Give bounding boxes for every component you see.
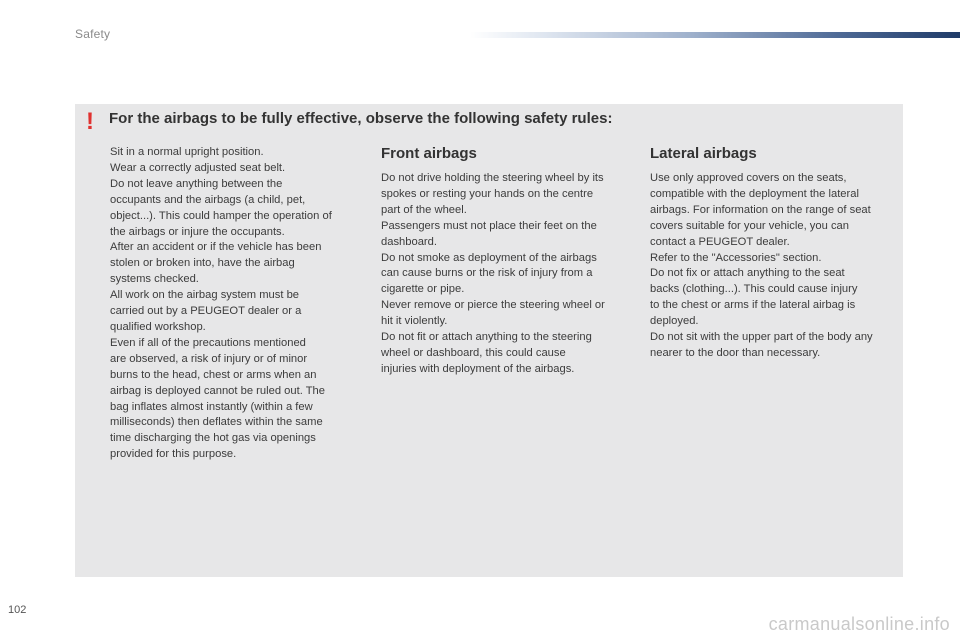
text-line: object...). This could hamper the operation of [110,209,332,222]
front-airbags-column [381,145,631,378]
text-line: time discharging the hot gas via openings [110,432,316,445]
text-line: part of the wheel. [381,203,467,216]
text-line: All work on the airbag system must be [110,289,300,302]
text-line: spokes or resting your hands on the centre [381,187,594,200]
text-line: Do not drive holding the steering wheel by its [381,172,604,184]
text-line: stolen or broken into, have the airbag [110,257,295,270]
text-line: dashboard. [381,235,437,248]
text-line: burns to the head, chest or arms when an [110,368,317,381]
text-line: Do not smoke as deployment of the airbags [381,251,597,264]
text-line: Do not fix or attach anything to the seat [650,267,845,280]
text-line: injuries with deployment of the airbags. [381,362,575,375]
text-line: systems checked. [110,273,199,286]
text-line: bag inflates almost instantly (within a few [110,400,313,413]
text-line: Passengers must not place their feet on the [381,219,597,232]
text-line: After an accident or if the vehicle has been [110,241,322,254]
text-line: hit it violently. [381,315,448,328]
text-line: qualified workshop. [110,320,206,333]
column-text [650,171,900,362]
warning-exclamation-icon: ! [86,108,94,135]
general-rules-column [110,145,360,463]
panel-heading: For the airbags to be fully effective, observe the following safety rules: [109,110,613,127]
text-line: compatible with the deployment the lateral [650,187,859,200]
text-line: Do not fit or attach anything to the steering [381,331,592,344]
page-number: 102 [8,604,27,616]
text-line: carried out by a PEUGEOT dealer or a [110,305,302,318]
text-line: nearer to the door than necessary. [650,346,821,359]
text-line: provided for this purpose. [110,448,237,461]
lateral-airbags-column [650,145,900,362]
text-line: airbag is deployed cannot be ruled out. The [110,384,325,397]
text-line: Use only approved covers on the seats, [650,172,847,184]
text-line: to the chest or arms if the lateral airbag is [650,299,856,312]
text-line: Even if all of the precautions mentioned [110,336,306,349]
text-line: can cause burns or the risk of injury from a [381,267,593,280]
text-line: Never remove or pierce the steering wheel or [381,299,605,312]
front-airbags-heading: Front airbags [381,145,477,162]
column-text [381,171,631,378]
text-line: are observed, a risk of injury or of minor [110,352,308,365]
text-line: Do not leave anything between the [110,177,283,190]
lateral-airbags-heading: Lateral airbags [650,145,757,162]
text-line: covers suitable for your vehicle, you can [650,219,849,232]
text-line: milliseconds) then deflates within the same [110,416,323,429]
text-line: deployed. [650,315,699,328]
safety-rules-panel [75,104,903,577]
watermark: carmanualsonline.info [768,614,950,634]
section-title: Safety [75,27,111,41]
text-line: occupants and the airbags (a child, pet, [110,193,306,206]
column-text [110,145,360,463]
text-line: contact a PEUGEOT dealer. [650,235,790,248]
header-gradient-bar [470,32,960,38]
text-line: airbags. For information on the range of seat [650,203,871,216]
text-line: cigarette or pipe. [381,283,465,296]
text-line: wheel or dashboard, this could cause [381,346,566,359]
text-line: Refer to the "Accessories" section. [650,251,822,264]
text-line: Do not sit with the upper part of the body any [650,331,873,344]
text-line: backs (clothing...). This could cause injury [650,283,858,296]
text-line: the airbags or injure the occupants. [110,225,285,238]
text-line: Sit in a normal upright position. [110,146,264,158]
text-line: Wear a correctly adjusted seat belt. [110,161,286,174]
